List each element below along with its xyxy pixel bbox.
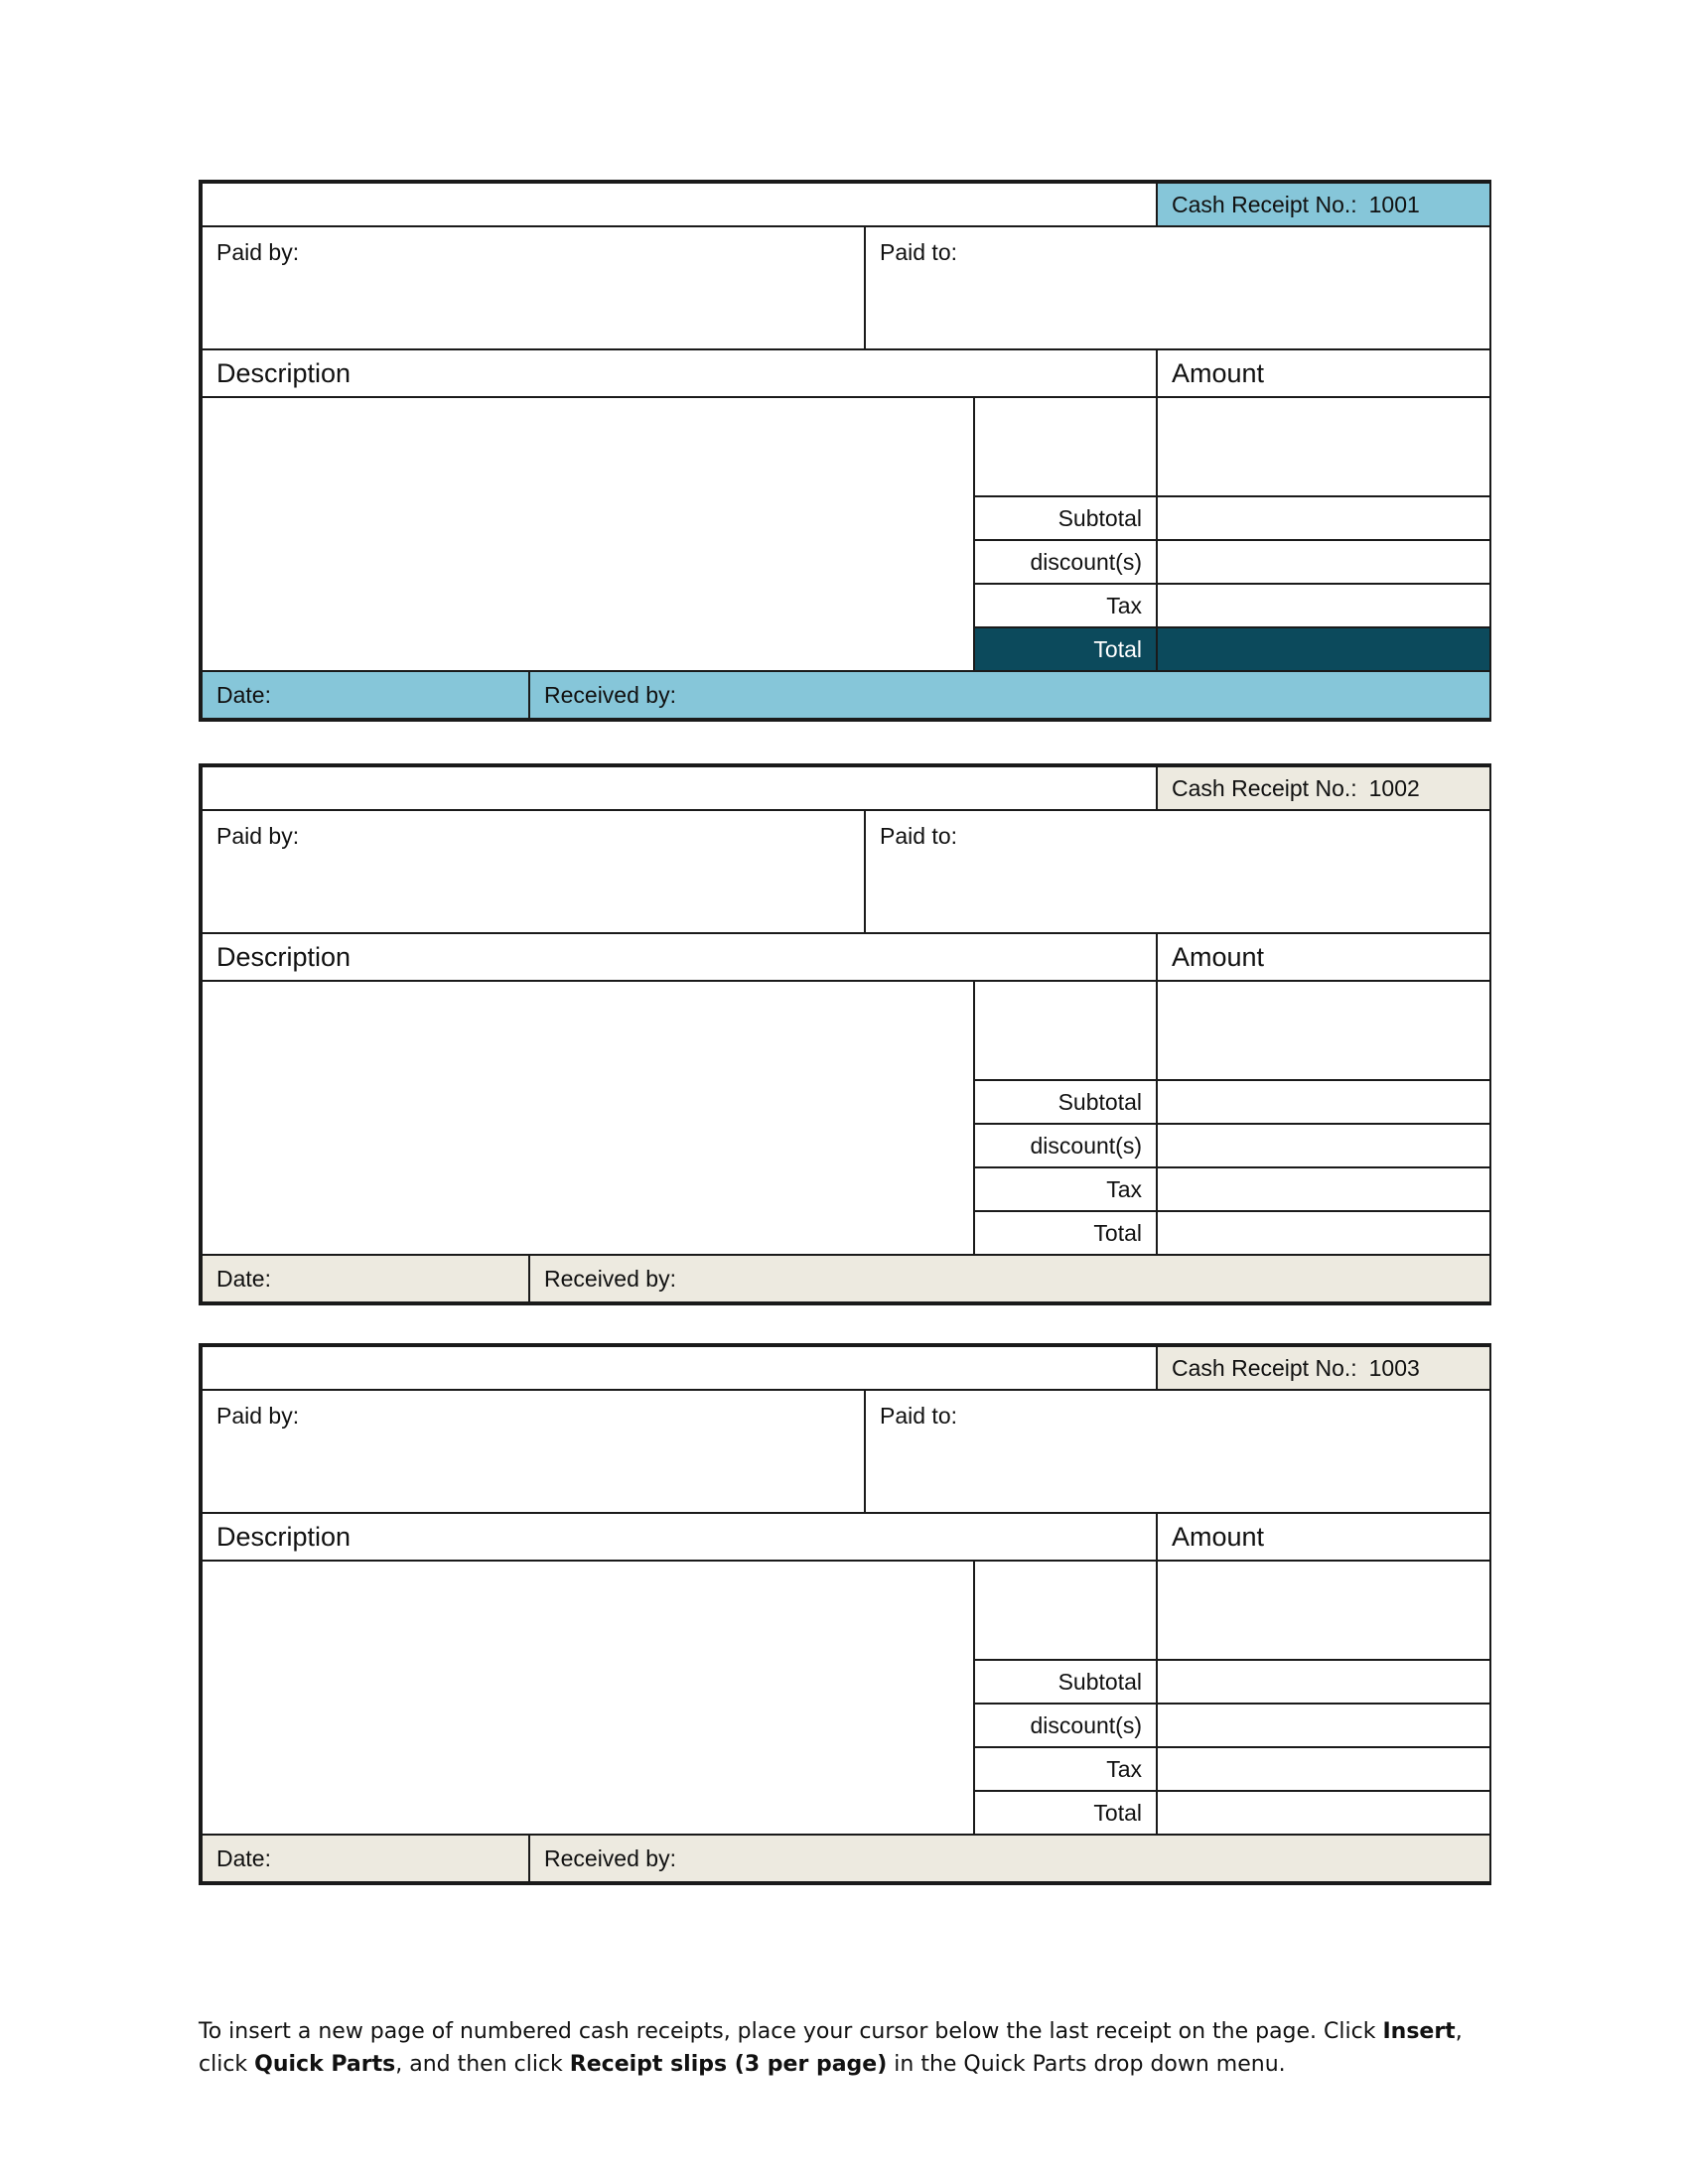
received-by-label: Received by: xyxy=(544,1265,676,1292)
instructions-note xyxy=(199,2015,1499,2081)
instructions-text-4: in the Quick Parts drop down menu. xyxy=(887,2052,1286,2077)
subtotal-label: Subtotal xyxy=(974,1080,1157,1124)
receipt-header-blank xyxy=(202,1346,1157,1390)
paid-by-label: Paid by: xyxy=(216,823,300,849)
total-label: Total xyxy=(974,1211,1157,1255)
description-header: Description xyxy=(202,1513,1157,1561)
receipt-number-label: Cash Receipt No.: xyxy=(1172,774,1357,801)
line-item-amount-field[interactable] xyxy=(1157,1561,1490,1660)
date-field[interactable] xyxy=(202,1255,529,1302)
instructions-text-2: , click xyxy=(199,2019,1463,2077)
paid-by-label: Paid by: xyxy=(216,1403,300,1429)
total-field[interactable] xyxy=(1157,627,1490,671)
discounts-field[interactable] xyxy=(1157,1124,1490,1167)
subtotal-label: Subtotal xyxy=(974,496,1157,540)
subtotal-field[interactable] xyxy=(1157,1080,1490,1124)
line-item-label-blank xyxy=(974,397,1157,496)
discounts-field[interactable] xyxy=(1157,1704,1490,1747)
received-by-field[interactable] xyxy=(529,1255,1490,1302)
amount-header: Amount xyxy=(1157,1513,1490,1561)
instructions-insert: Insert xyxy=(1382,2019,1456,2044)
tax-label: Tax xyxy=(974,584,1157,627)
paid-by-label: Paid by: xyxy=(216,239,300,265)
description-field[interactable] xyxy=(202,1561,974,1835)
paid-to-field[interactable] xyxy=(865,226,1490,349)
line-item-amount-field[interactable] xyxy=(1157,981,1490,1080)
line-item-label-blank xyxy=(974,1561,1157,1660)
receipt-number-value: 1002 xyxy=(1368,774,1420,801)
received-by-field[interactable] xyxy=(529,671,1490,719)
total-field[interactable] xyxy=(1157,1791,1490,1835)
received-by-label: Received by: xyxy=(544,1844,676,1871)
date-field[interactable] xyxy=(202,1835,529,1882)
instructions-receipt-slips: Receipt slips (3 per page) xyxy=(569,2052,888,2077)
paid-to-label: Paid to: xyxy=(880,1403,957,1429)
receipt-number-label: Cash Receipt No.: xyxy=(1172,191,1357,217)
instructions-text-3: , and then click xyxy=(395,2052,570,2077)
paid-to-field[interactable] xyxy=(865,810,1490,933)
paid-to-label: Paid to: xyxy=(880,239,957,265)
subtotal-field[interactable] xyxy=(1157,496,1490,540)
description-field[interactable] xyxy=(202,981,974,1255)
received-by-label: Received by: xyxy=(544,681,676,708)
total-label: Total xyxy=(974,627,1157,671)
paid-to-field[interactable] xyxy=(865,1390,1490,1513)
tax-label: Tax xyxy=(974,1747,1157,1791)
receipt-number-cell xyxy=(1157,766,1490,810)
tax-field[interactable] xyxy=(1157,1747,1490,1791)
discounts-label: discount(s) xyxy=(974,1704,1157,1747)
line-item-label-blank xyxy=(974,981,1157,1080)
receipt-1002 xyxy=(199,763,1491,1305)
tax-field[interactable] xyxy=(1157,1167,1490,1211)
receipt-1001 xyxy=(199,180,1491,722)
date-label: Date: xyxy=(216,681,271,708)
description-header: Description xyxy=(202,933,1157,981)
receipt-number-value: 1003 xyxy=(1368,1354,1420,1381)
line-item-amount-field[interactable] xyxy=(1157,397,1490,496)
amount-header: Amount xyxy=(1157,933,1490,981)
instructions-text-1: To insert a new page of numbered cash receipts, place your cursor below the last receipt on the page. Click xyxy=(199,2019,1383,2044)
total-field[interactable] xyxy=(1157,1211,1490,1255)
subtotal-label: Subtotal xyxy=(974,1660,1157,1704)
amount-header: Amount xyxy=(1157,349,1490,397)
receipt-header-blank xyxy=(202,766,1157,810)
receipt-header-blank xyxy=(202,183,1157,226)
discounts-field[interactable] xyxy=(1157,540,1490,584)
receipt-number-label: Cash Receipt No.: xyxy=(1172,1354,1357,1381)
date-label: Date: xyxy=(216,1844,271,1871)
date-field[interactable] xyxy=(202,671,529,719)
description-field[interactable] xyxy=(202,397,974,671)
receipt-number-cell xyxy=(1157,1346,1490,1390)
paid-by-field[interactable] xyxy=(202,226,865,349)
receipt-number-value: 1001 xyxy=(1368,191,1420,217)
receipt-number-cell xyxy=(1157,183,1490,226)
total-label: Total xyxy=(974,1791,1157,1835)
paid-by-field[interactable] xyxy=(202,1390,865,1513)
date-label: Date: xyxy=(216,1265,271,1292)
discounts-label: discount(s) xyxy=(974,1124,1157,1167)
discounts-label: discount(s) xyxy=(974,540,1157,584)
receipt-1003 xyxy=(199,1343,1491,1885)
subtotal-field[interactable] xyxy=(1157,1660,1490,1704)
received-by-field[interactable] xyxy=(529,1835,1490,1882)
paid-to-label: Paid to: xyxy=(880,823,957,849)
tax-field[interactable] xyxy=(1157,584,1490,627)
instructions-quick-parts: Quick Parts xyxy=(254,2052,396,2077)
paid-by-field[interactable] xyxy=(202,810,865,933)
tax-label: Tax xyxy=(974,1167,1157,1211)
description-header: Description xyxy=(202,349,1157,397)
